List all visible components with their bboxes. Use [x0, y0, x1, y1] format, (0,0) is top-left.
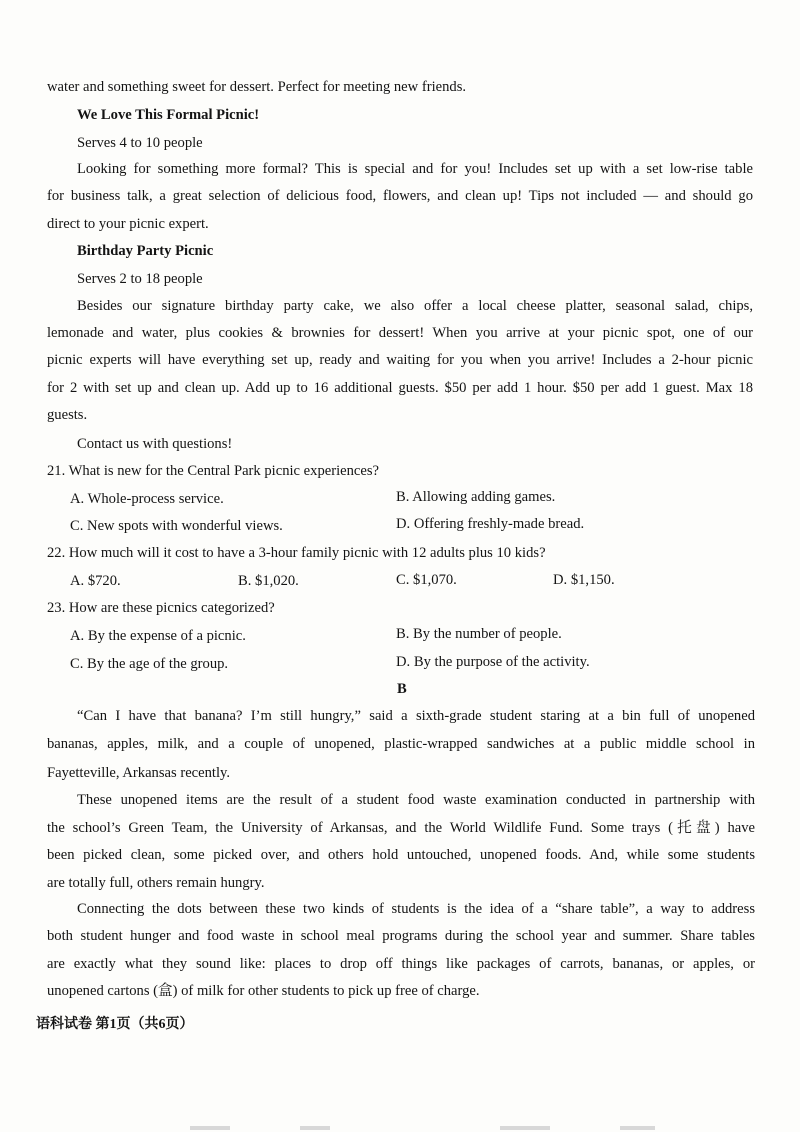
question-23-option-c[interactable]: C. By the age of the group.	[70, 656, 229, 672]
passage-b-p2-line-3: been picked clean, some picked over, and others hold untouched, unopened foods. And, while some students	[47, 847, 755, 863]
formal-line-1: Looking for something more formal? This is special and for you! Includes set up with a set low-rise table	[77, 161, 753, 177]
intro-tail-line: water and something sweet for dessert. Perfect for meeting new friends.	[47, 79, 467, 95]
formal-picnic-title: We Love This Formal Picnic!	[77, 107, 260, 123]
question-22-stem: 22. How much will it cost to have a 3-hour family picnic with 12 adults plus 10 kids?	[47, 545, 546, 561]
birthday-picnic-title: Birthday Party Picnic	[77, 243, 214, 259]
question-23-stem: 23. How are these picnics categorized?	[47, 600, 275, 616]
passage-b-p2-line-1: These unopened items are the result of a student food waste examination conducted in partnership with	[77, 792, 755, 808]
passage-b-p3-line-2: both student hunger and food waste in school meal programs during the school year and summer. Share tables	[47, 928, 755, 944]
question-22-option-a[interactable]: A. $720.	[70, 573, 121, 589]
scan-artifact	[620, 1126, 655, 1130]
formal-picnic-serves: Serves 4 to 10 people	[77, 135, 203, 151]
question-21-option-b[interactable]: B. Allowing adding games.	[396, 489, 556, 505]
page-footer: 语科试卷 第1页（共6页）	[36, 1017, 194, 1032]
question-22-option-c[interactable]: C. $1,070.	[396, 572, 457, 588]
passage-b-p1-line-3: Fayetteville, Arkansas recently.	[47, 765, 231, 781]
birthday-line-3: picnic experts will have everything set up, ready and waiting for you when you arrive! Includes a 2-hour picnic	[47, 352, 753, 368]
passage-b-heading: B	[397, 681, 407, 697]
question-21-option-a[interactable]: A. Whole-process service.	[70, 491, 224, 507]
question-23-option-a[interactable]: A. By the expense of a picnic.	[70, 628, 246, 644]
birthday-line-4: for 2 with set up and clean up. Add up to 16 additional guests. $50 per add 1 hour. $50 per add 1 guest. Max 18	[47, 380, 753, 396]
birthday-picnic-serves: Serves 2 to 18 people	[77, 271, 203, 287]
passage-b-p2-line-4: are totally full, others remain hungry.	[47, 875, 265, 891]
passage-b-p1-line-1: “Can I have that banana? I’m still hungry,” said a sixth-grade student staring at a bin full of unopened	[77, 708, 755, 724]
passage-b-p3-line-3: are exactly what they sound like: places to drop off things like packages of carrots, bananas, or apples, or	[47, 956, 755, 972]
formal-line-3: direct to your picnic expert.	[47, 216, 209, 232]
question-22-option-b[interactable]: B. $1,020.	[238, 573, 299, 589]
scan-artifact	[500, 1126, 550, 1130]
passage-b-p1-line-2: bananas, apples, milk, and a couple of unopened, plastic-wrapped sandwiches at a public middle school in	[47, 736, 755, 752]
passage-b-p2-line-2: the school’s Green Team, the University of Arkansas, and the World Wildlife Fund. Some trays (托盘) have	[47, 820, 755, 836]
birthday-line-5: guests.	[47, 407, 88, 423]
question-21-stem: 21. What is new for the Central Park picnic experiences?	[47, 463, 380, 479]
question-23-option-b[interactable]: B. By the number of people.	[396, 626, 562, 642]
question-22-option-d[interactable]: D. $1,150.	[553, 572, 615, 588]
passage-b-p3-line-4: unopened cartons (盒) of milk for other students to pick up free of charge.	[47, 983, 480, 999]
question-23-option-d[interactable]: D. By the purpose of the activity.	[396, 654, 590, 670]
question-21-option-d[interactable]: D. Offering freshly-made bread.	[396, 516, 585, 532]
birthday-line-1: Besides our signature birthday party cake, we also offer a local cheese platter, seasonal salad, chips,	[77, 298, 753, 314]
scan-artifact	[300, 1126, 330, 1130]
question-21-option-c[interactable]: C. New spots with wonderful views.	[70, 518, 283, 534]
scan-artifact	[190, 1126, 230, 1130]
birthday-line-2: lemonade and water, plus cookies & brownies for dessert! When you arrive at your picnic spot, one of our	[47, 325, 753, 341]
formal-line-2: for business talk, a great selection of delicious food, flowers, and clean up! Tips not included — and should go	[47, 188, 753, 204]
contact-line: Contact us with questions!	[77, 436, 233, 452]
passage-b-p3-line-1: Connecting the dots between these two kinds of students is the idea of a “share table”, a way to address	[77, 901, 755, 917]
